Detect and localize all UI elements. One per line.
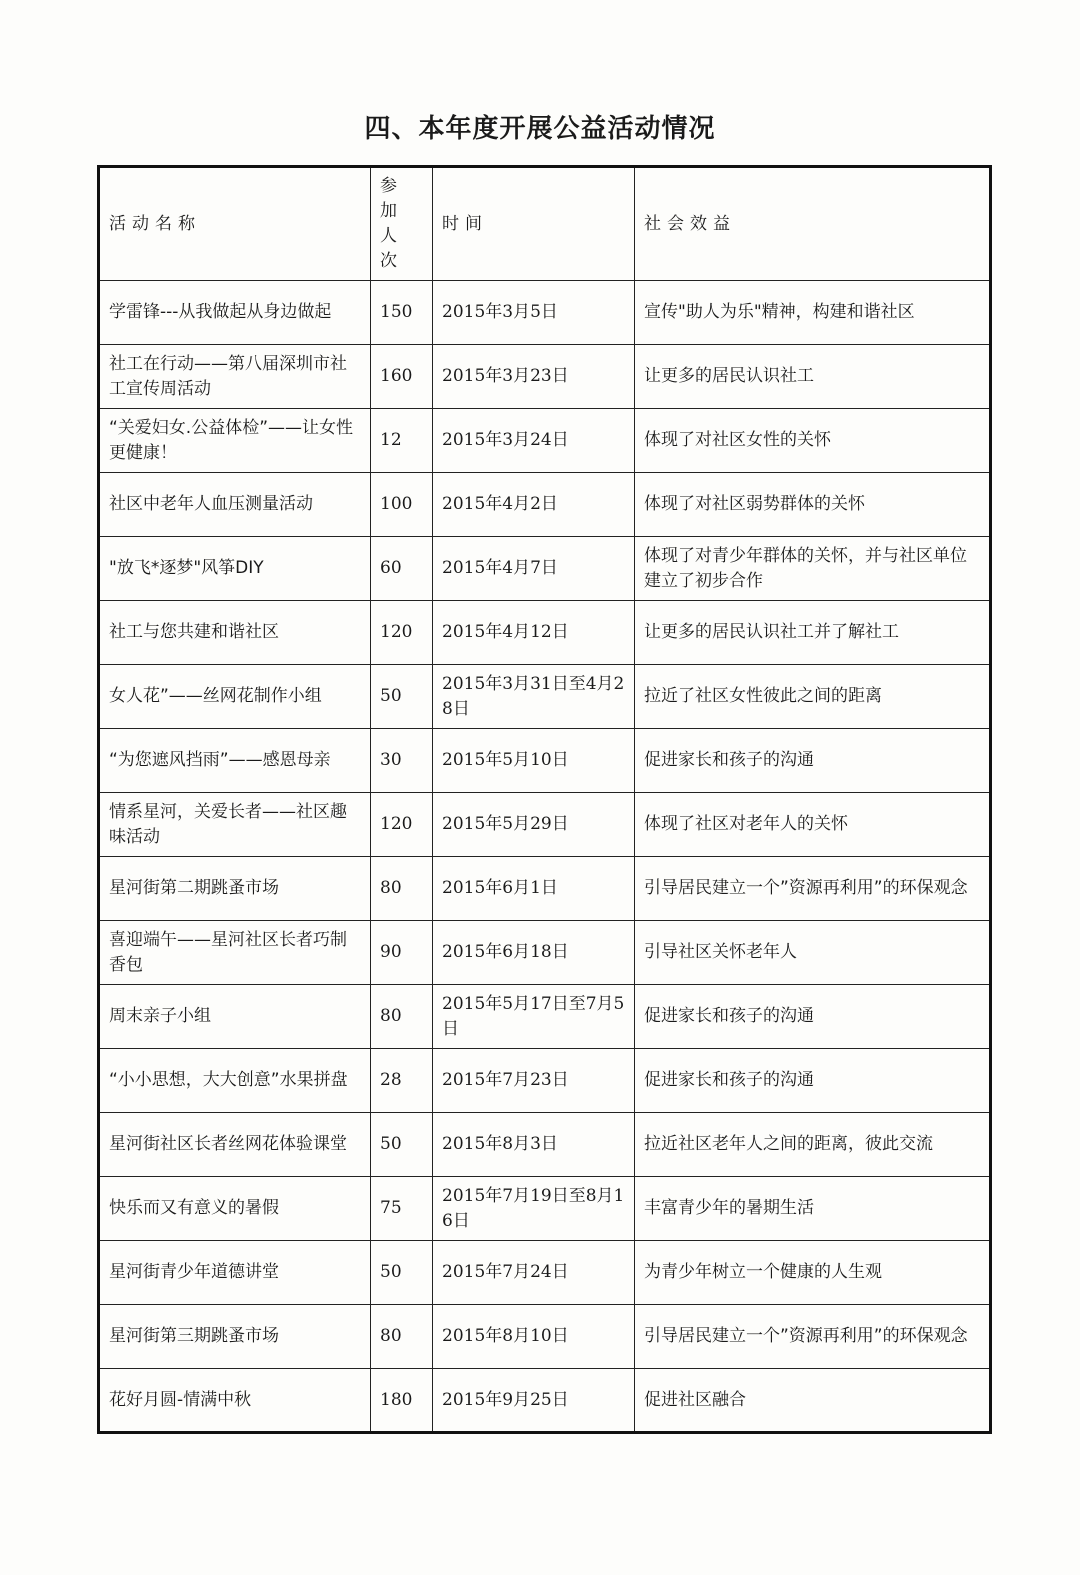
cell-social-benefit: 引导社区关怀老年人 [635,921,991,985]
cell-social-benefit: 促进家长和孩子的沟通 [635,985,991,1049]
cell-activity-name: “关爱妇女.公益体检”——让女性更健康！ [99,409,371,473]
cell-social-benefit: 拉近了社区女性彼此之间的距离 [635,665,991,729]
cell-activity-name: 喜迎端午——星河社区长者巧制香包 [99,921,371,985]
cell-time: 2015年5月29日 [433,793,635,857]
cell-activity-name: 快乐而又有意义的暑假 [99,1177,371,1241]
cell-activity-name: 女人花”——丝网花制作小组 [99,665,371,729]
cell-activity-name: 社工与您共建和谐社区 [99,601,371,665]
table-row [99,1369,991,1433]
cell-time: 2015年5月17日至7月5日 [433,985,635,1049]
header-social-benefit: 社会效益 [635,167,991,281]
cell-time: 2015年7月24日 [433,1241,635,1305]
cell-social-benefit: 宣传"助人为乐"精神，构建和谐社区 [635,281,991,345]
cell-time: 2015年8月3日 [433,1113,635,1177]
cell-time: 2015年7月23日 [433,1049,635,1113]
table-row [99,473,991,537]
cell-activity-name: 星河街第三期跳蚤市场 [99,1305,371,1369]
cell-participant-count: 50 [371,1241,433,1305]
cell-activity-name: 星河街青少年道德讲堂 [99,1241,371,1305]
cell-social-benefit: 促进家长和孩子的沟通 [635,1049,991,1113]
cell-time: 2015年8月10日 [433,1305,635,1369]
cell-social-benefit: 促进社区融合 [635,1369,991,1433]
table-row [99,921,991,985]
cell-activity-name: 周末亲子小组 [99,985,371,1049]
cell-participant-count: 80 [371,857,433,921]
cell-social-benefit: 为青少年树立一个健康的人生观 [635,1241,991,1305]
cell-participant-count: 160 [371,345,433,409]
cell-participant-count: 90 [371,921,433,985]
cell-social-benefit: 体现了对青少年群体的关怀，并与社区单位建立了初步合作 [635,537,991,601]
cell-activity-name: 社区中老年人血压测量活动 [99,473,371,537]
table-row [99,601,991,665]
cell-social-benefit: 促进家长和孩子的沟通 [635,729,991,793]
cell-social-benefit: 体现了社区对老年人的关怀 [635,793,991,857]
cell-participant-count: 180 [371,1369,433,1433]
cell-activity-name: “为您遮风挡雨”——感恩母亲 [99,729,371,793]
table-row [99,409,991,473]
cell-activity-name: 情系星河，关爱长者——社区趣味活动 [99,793,371,857]
table-row [99,1177,991,1241]
table-row [99,793,991,857]
header-count-line1: 参加 [380,176,403,221]
cell-social-benefit: 体现了对社区弱势群体的关怀 [635,473,991,537]
cell-participant-count: 50 [371,1113,433,1177]
table-row [99,281,991,345]
cell-time: 2015年7月19日至8月16日 [433,1177,635,1241]
cell-social-benefit: 引导居民建立一个”资源再利用”的环保观念 [635,1305,991,1369]
cell-participant-count: 75 [371,1177,433,1241]
cell-activity-name: 学雷锋---从我做起从身边做起 [99,281,371,345]
cell-activity-name: 星河街第二期跳蚤市场 [99,857,371,921]
activities-table [97,165,992,1434]
cell-participant-count: 150 [371,281,433,345]
cell-time: 2015年3月31日至4月28日 [433,665,635,729]
table-row [99,537,991,601]
cell-participant-count: 30 [371,729,433,793]
cell-time: 2015年6月1日 [433,857,635,921]
page-title: 四、本年度开展公益活动情况 [364,114,716,144]
cell-time: 2015年5月10日 [433,729,635,793]
header-activity-name: 活动名称 [99,167,371,281]
cell-time: 2015年3月24日 [433,409,635,473]
table-row [99,1241,991,1305]
header-row [99,167,991,281]
header-time: 时间 [433,167,635,281]
cell-time: 2015年6月18日 [433,921,635,985]
cell-social-benefit: 拉近社区老年人之间的距离，彼此交流 [635,1113,991,1177]
cell-activity-name: “小小思想，大大创意”水果拼盘 [99,1049,371,1113]
cell-activity-name: 社工在行动——第八届深圳市社工宣传周活动 [99,345,371,409]
cell-activity-name: 星河街社区长者丝网花体验课堂 [99,1113,371,1177]
cell-social-benefit: 体现了对社区女性的关怀 [635,409,991,473]
cell-time: 2015年9月25日 [433,1369,635,1433]
cell-social-benefit: 引导居民建立一个”资源再利用”的环保观念 [635,857,991,921]
cell-participant-count: 80 [371,1305,433,1369]
table-row [99,665,991,729]
header-count-line2: 人次 [380,226,403,271]
cell-participant-count: 100 [371,473,433,537]
table-row [99,1113,991,1177]
cell-participant-count: 120 [371,793,433,857]
table-row [99,729,991,793]
cell-participant-count: 60 [371,537,433,601]
cell-time: 2015年4月2日 [433,473,635,537]
cell-participant-count: 80 [371,985,433,1049]
table-row [99,345,991,409]
cell-time: 2015年4月12日 [433,601,635,665]
cell-activity-name: 花好月圆-情满中秋 [99,1369,371,1433]
table-row [99,857,991,921]
cell-time: 2015年4月7日 [433,537,635,601]
cell-participant-count: 50 [371,665,433,729]
cell-participant-count: 120 [371,601,433,665]
cell-social-benefit: 丰富青少年的暑期生活 [635,1177,991,1241]
cell-participant-count: 12 [371,409,433,473]
cell-time: 2015年3月23日 [433,345,635,409]
cell-activity-name: "放飞*逐梦"风筝DIY [99,537,371,601]
cell-social-benefit: 让更多的居民认识社工并了解社工 [635,601,991,665]
table-row [99,1305,991,1369]
table-row [99,1049,991,1113]
cell-social-benefit: 让更多的居民认识社工 [635,345,991,409]
table-row [99,985,991,1049]
cell-time: 2015年3月5日 [433,281,635,345]
header-participant-count [371,167,433,281]
cell-participant-count: 28 [371,1049,433,1113]
